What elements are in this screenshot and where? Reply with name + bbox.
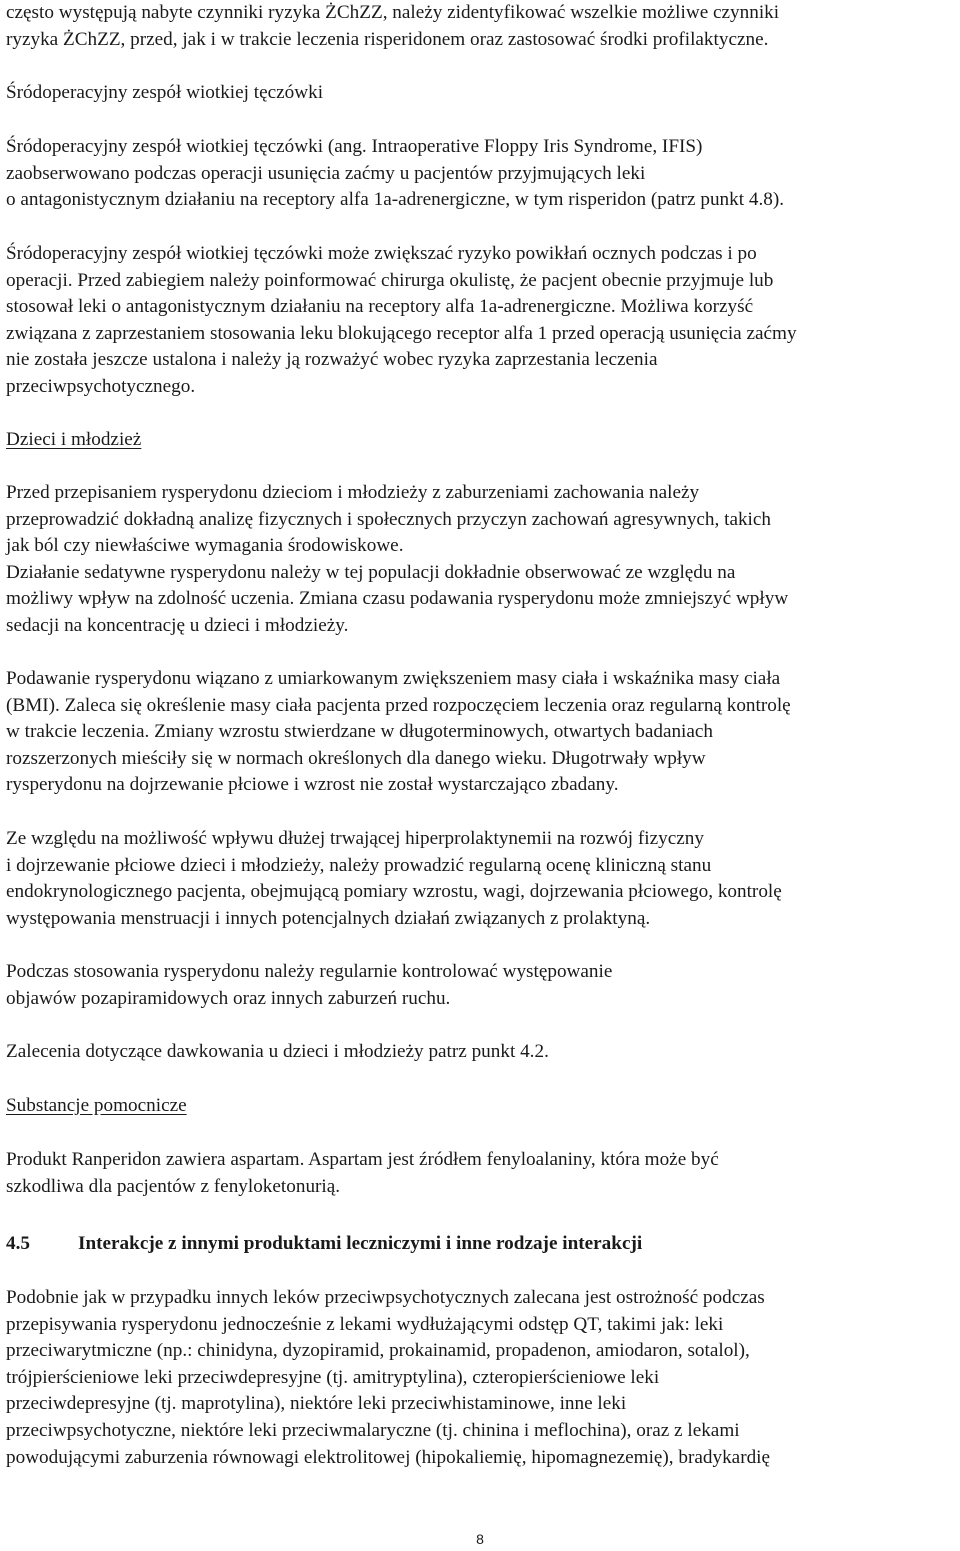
excipients-heading: Substancje pomocnicze [6, 1095, 187, 1116]
text-line: Zalecenia dotyczące dawkowania u dzieci i młodzieży patrz punkt 4.2. [6, 1041, 549, 1062]
ifis-paragraph-2 [6, 241, 797, 401]
text-line: Śródoperacyjny zespół wiotkiej tęczówki może zwiększać ryzyko powikłań ocznych podczas i po [6, 243, 757, 264]
text-line: operacji. Przed zabiegiem należy poinformować chirurga okulistę, że pacjent obecnie przyjmuje lub [6, 269, 774, 291]
ifis-heading: Śródoperacyjny zespół wiotkiej tęczówki [6, 82, 324, 103]
section-title: Interakcje z innymi produktami leczniczymi i inne rodzaje interakcji [78, 1233, 643, 1254]
text-line: jak ból czy niewłaściwe wymagania środowiskowe. [6, 535, 404, 557]
text-line: przeciwdepresyjne (tj. maprotylina), niektóre leki przeciwhistaminowe, inne leki [6, 1393, 627, 1415]
text-line: przeprowadzić dokładną analizę fizycznych i społecznych przyczyn zachowań agresywnych, takich [6, 508, 771, 530]
text-line: o antagonistycznym działaniu na receptory alfa 1a-adrenergiczne, w tym risperidon (patrz punkt 4.8). [6, 189, 785, 211]
section-heading-4-5 [6, 1231, 642, 1258]
text-line: zaobserwowano podczas operacji usunięcia zaćmy u pacjentów przyjmujących leki [6, 162, 646, 184]
text-line: Podawanie rysperydonu wiązano z umiarkowanym zwiększeniem masy ciała i wskaźnika masy ciała [6, 668, 781, 689]
text-line: Produkt Ranperidon zawiera aspartam. Aspartam jest źródłem fenyloalaniny, która może być [6, 1149, 719, 1170]
text-line: przeciwarytmiczne (np.: chinidyna, dyzopiramid, prokainamid, propadenon, amiodaron, sotalol), [6, 1340, 750, 1362]
text-line: sedacji na koncentrację u dzieci i młodzieży. [6, 614, 349, 636]
children-paragraph-4 [6, 959, 612, 1012]
text-line: endokrynologicznego pacjenta, obejmującą pomiary wzrostu, wagi, dojrzewania płciowego, kontrolę [6, 881, 782, 903]
text-line: Podobnie jak w przypadku innych leków przeciwpsychotycznych zalecana jest ostrożność podczas [6, 1287, 765, 1308]
text-line: przeciwpsychotycznego. [6, 375, 196, 397]
text-line: przepisywania rysperydonu jednocześnie z lekami wydłużającymi odstęp QT, takimi jak: leki [6, 1313, 724, 1335]
text-line: nie została jeszcze ustalona i należy ją rozważyć wobec ryzyka zaprzestania leczenia [6, 349, 658, 371]
children-paragraph-5 [6, 1039, 549, 1066]
text-line: Ze względu na możliwość wpływu dłużej trwającej hiperprolaktynemii na rozwój fizyczny [6, 828, 704, 849]
text-line: występowania menstruacji i innych potencjalnych działań związanych z prolaktyną. [6, 907, 651, 929]
page-number: 8 [476, 1531, 484, 1547]
text-line: Podczas stosowania rysperydonu należy regularnie kontrolować występowanie [6, 961, 613, 982]
text-line: ryzyka ŻChZZ, przed, jak i w trakcie leczenia risperidonem oraz zastosować środki profilaktyczne. [6, 28, 769, 50]
text-line: (BMI). Zaleca się określenie masy ciała pacjenta przed rozpoczęciem leczenia oraz regularną kontrolę [6, 694, 791, 716]
text-line: możliwy wpływ na zdolność uczenia. Zmiana czasu podawania rysperydonu może zmniejszyć wpływ [6, 588, 789, 610]
text-line: powodującymi zaburzenia równowagi elektrolitowej (hipokaliemię, hipomagnezemię), bradykardię [6, 1446, 771, 1468]
children-paragraph-2 [6, 666, 791, 799]
text-line: Działanie sedatywne rysperydonu należy w tej populacji dokładnie obserwować ze względu na [6, 561, 736, 583]
ifis-paragraph-1 [6, 134, 784, 214]
text-line: Przed przepisaniem rysperydonu dzieciom i młodzieży z zaburzeniami zachowania należy [6, 482, 700, 503]
text-line: stosował leki o antagonistycznym działaniu na receptory alfa 1a-adrenergiczne. Możliwa korzyść [6, 296, 754, 318]
children-paragraph-3 [6, 826, 782, 932]
text-line: przeciwpsychotyczne, niektóre leki przeciwmalaryczne (tj. chinina i meflochina), oraz z lekami [6, 1419, 740, 1441]
text-line: trójpierścieniowe leki przeciwdepresyjne (tj. amitryptylina), czteropierścieniowe leki [6, 1366, 660, 1388]
excipients-paragraph [6, 1147, 719, 1200]
children-paragraph-1 [6, 480, 788, 640]
text-line: Śródoperacyjny zespół wiotkiej tęczówki (ang. Intraoperative Floppy Iris Syndrome, IFIS) [6, 136, 703, 157]
section-number: 4.5 [6, 1233, 30, 1254]
text-line: szkodliwa dla pacjentów z fenyloketonurią. [6, 1175, 341, 1197]
text-line: objawów pozapiramidowych oraz innych zaburzeń ruchu. [6, 987, 451, 1009]
text-line: i dojrzewanie płciowe dzieci i młodzieży, należy prowadzić regularną ocenę kliniczną stanu [6, 854, 712, 876]
interactions-paragraph [6, 1285, 770, 1471]
text-line: często występują nabyte czynniki ryzyka ŻChZZ, należy zidentyfikować wszelkie możliwe czynniki [6, 2, 780, 23]
text-line: związana z zaprzestaniem stosowania leku blokującego receptor alfa 1 przed operacją usunięcia zaćmy [6, 322, 797, 344]
intro-paragraph [6, 0, 779, 53]
text-line: rysperydonu na dojrzewanie płciowe i wzrost nie został wystarczająco zbadany. [6, 774, 619, 796]
text-line: rozszerzonych mieściły się w normach określonych dla danego wieku. Długotrwały wpływ [6, 747, 706, 769]
children-heading: Dzieci i młodzież [6, 429, 142, 450]
text-line: w trakcie leczenia. Zmiany wzrostu stwierdzane w długoterminowych, otwartych badaniach [6, 721, 714, 743]
